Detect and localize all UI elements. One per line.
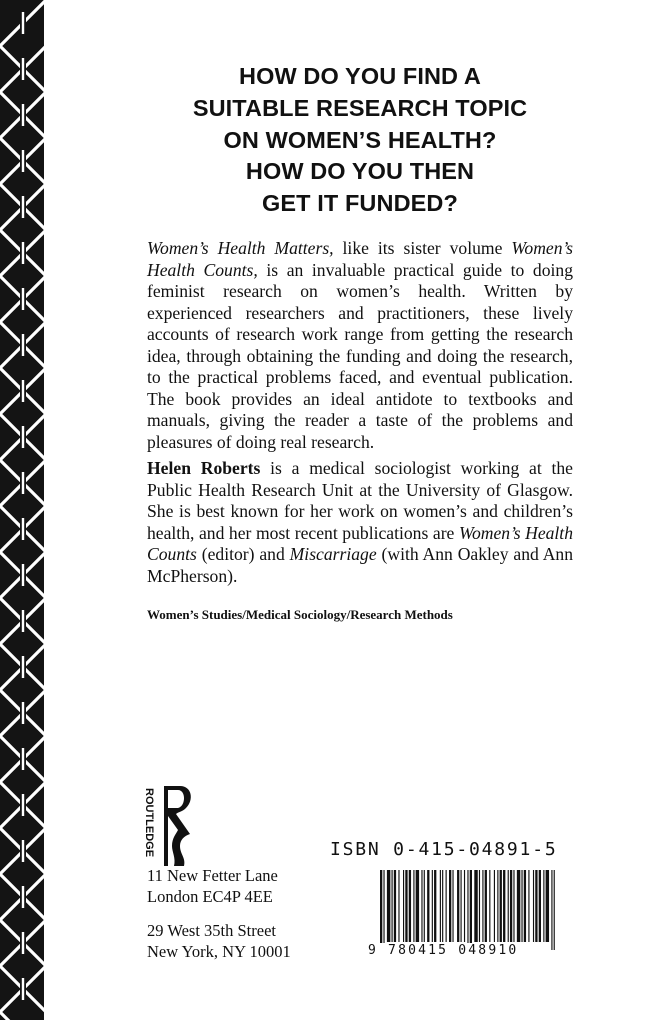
- barcode-bar: [442, 870, 443, 942]
- headline-line: GET IT FUNDED?: [262, 190, 458, 216]
- barcode-bar: [503, 870, 505, 942]
- barcode-number: 9 780415 048910: [368, 943, 519, 958]
- barcode-bar: [434, 870, 436, 942]
- blurb-text: is an invaluable practical guide to doing feminist research on women’s health. Written by experienced researchers and practitioners, these lively accounts of research work range from getting the research idea, through obtaining the funding and doing the research, to the practical problems faced, and eventual publication. The book provides an ideal antidote to textbooks and manuals, giving the reader a taste of the problems and pleasures of doing real research.: [147, 259, 573, 452]
- barcode-bar: [446, 870, 447, 942]
- barcode-bar: [413, 870, 414, 942]
- barcode-bar: [551, 870, 552, 950]
- routledge-logo: [140, 780, 200, 870]
- barcode-bar: [467, 870, 468, 950]
- barcode-bar: [546, 870, 549, 942]
- barcode-bar: [449, 870, 451, 942]
- barcode-bar: [539, 870, 541, 942]
- barcode-bar: [457, 870, 459, 942]
- bio-book-title: Miscarriage: [289, 544, 377, 564]
- author-name: Helen Roberts: [147, 458, 261, 478]
- barcode-bar: [521, 870, 522, 942]
- barcode-bar: [554, 870, 555, 950]
- barcode-bar: [427, 870, 429, 942]
- spine-pattern: [0, 0, 46, 1020]
- barcode-bar: [479, 870, 480, 942]
- barcode-bar: [394, 870, 396, 942]
- barcode-bar: [482, 870, 483, 942]
- bio-text: is a medical sociologist working at the Public Health Research Unit at the University of Glasgow. She is best known for her work on women’s and children’s health, and her most recent publications are: [147, 458, 573, 543]
- barcode: [378, 870, 558, 950]
- barcode-bar: [535, 870, 537, 942]
- barcode-bar: [470, 870, 472, 950]
- barcode-bar: [387, 870, 390, 942]
- barcode-bar: [380, 870, 382, 950]
- barcode-bar: [383, 870, 384, 950]
- barcode-bar: [432, 870, 433, 942]
- barcode-bar: [533, 870, 534, 942]
- bio-book-title: Women’s Health Counts: [147, 522, 573, 564]
- barcode-bar: [392, 870, 393, 942]
- barcode-bar: [508, 870, 509, 942]
- address-line: 29 West 35th Street: [147, 921, 276, 940]
- author-bio: [147, 458, 573, 587]
- barcode-bar: [500, 870, 502, 942]
- book-title: Women’s Health Matters,: [147, 238, 334, 258]
- barcode-bar: [524, 870, 526, 942]
- book-blurb: [147, 238, 573, 453]
- bio-text: (editor) and: [196, 544, 290, 564]
- headline-line: HOW DO YOU THEN: [245, 158, 475, 184]
- barcode-bar: [543, 870, 544, 942]
- barcode-bar: [416, 870, 419, 942]
- london-address: [147, 866, 278, 907]
- blurb-text: like its sister volume: [333, 238, 512, 258]
- barcode-bar: [513, 870, 514, 942]
- barcode-bar: [452, 870, 453, 942]
- barcode-bar: [517, 870, 520, 942]
- sister-book-title: Women’s Health Counts,: [147, 238, 573, 280]
- barcode-bar: [510, 870, 512, 942]
- barcode-bar: [440, 870, 441, 942]
- barcode-bar: [494, 870, 495, 942]
- bio-text: (with Ann Oakley and Ann McPherson).: [147, 544, 573, 586]
- barcode-bar: [421, 870, 422, 942]
- headline-line: ON WOMEN’S HEALTH?: [223, 127, 497, 153]
- barcode-bar: [424, 870, 425, 942]
- headline-line: HOW DO YOU FIND A: [239, 63, 481, 89]
- barcode-bar: [405, 870, 407, 942]
- barcode-bar: [474, 870, 477, 942]
- headline-question-2: [150, 155, 570, 219]
- barcode-bar: [497, 870, 498, 942]
- barcode-bar: [398, 870, 399, 942]
- barcode-bar: [489, 870, 490, 942]
- barcode-bar: [461, 870, 462, 942]
- publisher-name: ROUTLEDGE: [143, 788, 155, 858]
- new-york-address: [147, 921, 291, 962]
- address-line: London EC4P 4EE: [147, 886, 273, 906]
- barcode-bar: [403, 870, 404, 942]
- isbn-number: ISBN 0-415-04891-5: [330, 839, 558, 860]
- address-line: 11 New Fetter Lane: [147, 866, 278, 885]
- subject-categories: Women’s Studies/Medical Sociology/Research Methods: [147, 607, 453, 622]
- barcode-bar: [464, 870, 465, 942]
- barcode-bar: [528, 870, 529, 942]
- barcode-bar: [409, 870, 411, 942]
- headline-question-1: [150, 60, 570, 156]
- headline-line: SUITABLE RESEARCH TOPIC: [192, 95, 528, 121]
- barcode-bar: [485, 870, 487, 942]
- address-line: New York, NY 10001: [147, 941, 291, 961]
